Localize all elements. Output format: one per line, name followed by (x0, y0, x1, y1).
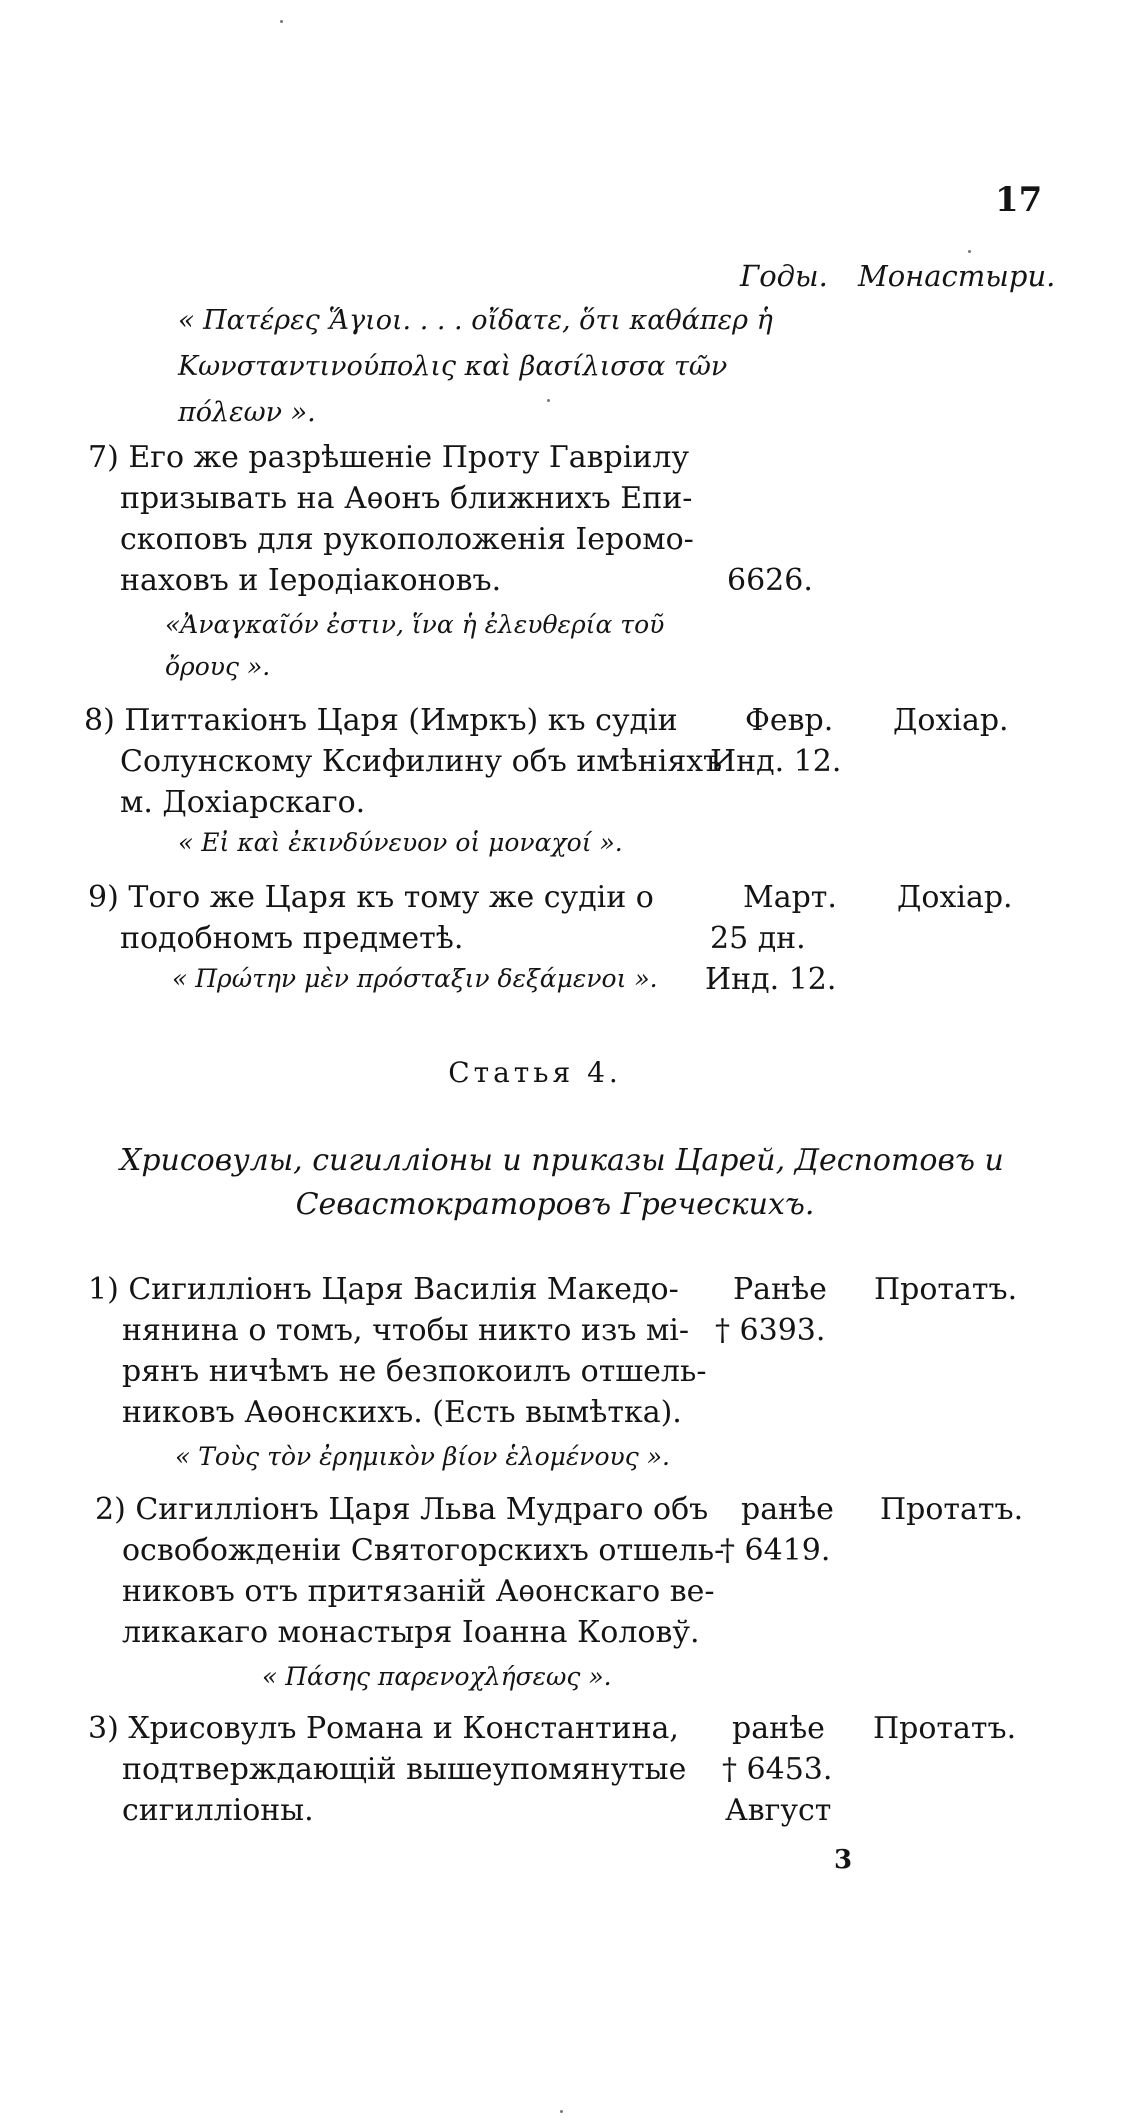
entry-text-line: освобожденіи Святогорскихъ отшель- (122, 1533, 725, 1568)
entry-quote-line: ὄρους ». (165, 652, 271, 681)
entry-year: Февр. (745, 703, 834, 738)
entry-year: † 6393. (715, 1313, 826, 1348)
entry-year: Август (725, 1793, 832, 1828)
entry-year: 6626. (727, 563, 813, 598)
article-title: Статья 4. (448, 1056, 622, 1089)
entry-text-line: рянъ ничѣмъ не безпокоилъ отшель- (122, 1354, 707, 1389)
footer-signature: 3 (834, 1845, 853, 1875)
entry-text-line: Солунскому Ксифилину объ имѣніяхъ (120, 744, 723, 779)
intro-quote-line: Κωνσταντινούπολις καὶ βασίλισσα τῶν (178, 351, 728, 382)
entry-monastery: Протатъ. (874, 1272, 1018, 1307)
entry-text-line: подтверждающій вышеупомянутые (122, 1752, 687, 1787)
entry-year: ранѣе (732, 1711, 825, 1746)
entry-quote-line: « Εἰ καὶ ἐκινδύνευον οἱ μοναχοί ». (178, 828, 623, 857)
ink-speck (560, 2110, 563, 2113)
entry-text-line: никовъ Аѳонскихъ. (Есть вымѣтка). (122, 1395, 682, 1430)
entry-text-line: 3) Хрисовулъ Романа и Константина, (88, 1711, 679, 1746)
entry-text-line: скоповъ для рукоположенія Іеромо- (120, 522, 694, 557)
entry-text-line: 8) Питтакіонъ Царя (Имркъ) къ судіи (84, 703, 678, 738)
entry-year: † 6453. (722, 1752, 833, 1787)
entry-monastery: Дохіар. (897, 880, 1013, 915)
article-subtitle-line: Хрисовулы, сигилліоны и приказы Царей, Деспотовъ и (120, 1143, 1004, 1178)
entry-text-line: подобномъ предметѣ. (120, 921, 464, 956)
entry-text-line: никовъ отъ притязаній Аѳонскаго ве- (122, 1574, 715, 1609)
entry-year: 25 дн. (710, 921, 806, 956)
ink-speck (547, 399, 550, 402)
entry-text-line: м. Дохіарскаго. (120, 785, 366, 820)
entry-year: Март. (743, 880, 837, 915)
entry-text-line: ликакаго монастыря Іоанна Коловў. (122, 1615, 700, 1650)
ink-speck (280, 20, 283, 23)
entry-text-line: призывать на Аѳонъ ближнихъ Епи- (120, 481, 693, 516)
column-header-monasteries: Монастыри. (858, 259, 1056, 293)
entry-text-line: 2) Сигилліонъ Царя Льва Мудраго объ (95, 1492, 709, 1527)
entry-quote-line: « Τοὺς τὸν ἐρημικὸν βίον ἑλομένους ». (175, 1442, 670, 1471)
entry-quote-line: « Πάσης παρενοχλήσεως ». (262, 1662, 612, 1691)
entry-monastery: Протатъ. (873, 1711, 1017, 1746)
entry-monastery: Протатъ. (880, 1492, 1024, 1527)
intro-quote-line: « Πατέρες Ἅγιοι. . . . οἴδατε, ὅτι καθάπερ ἡ (178, 305, 773, 336)
entry-text-line: наховъ и Іеродіаконовъ. (120, 563, 502, 598)
column-header-years: Годы. (740, 259, 828, 293)
entry-text-line: 9) Того же Царя къ тому же судіи о (88, 880, 654, 915)
entry-year: Инд. 12. (705, 962, 837, 997)
entry-text-line: нянина о томъ, чтобы никто изъ мі- (122, 1313, 690, 1348)
entry-quote-line: «Ἀναγκαῖόν ἐστιν, ἵνα ἡ ἐλευθερία τοῦ (165, 610, 665, 639)
entry-year: ранѣе (741, 1492, 834, 1527)
entry-year: † 6419. (720, 1533, 831, 1568)
entry-text-line: сигилліоны. (122, 1793, 314, 1828)
entry-year: Инд. 12. (710, 744, 842, 779)
entry-quote-line: « Πρώτην μὲν πρόσταξιν δεξάμενοι ». (172, 964, 658, 993)
article-subtitle-line: Севастократоровъ Греческихъ. (295, 1187, 815, 1222)
entry-text-line: 1) Сигилліонъ Царя Василія Македо- (88, 1272, 679, 1307)
intro-quote-line: πόλεων ». (178, 397, 316, 428)
ink-speck (968, 250, 971, 253)
entry-monastery: Дохіар. (893, 703, 1009, 738)
entry-year: Ранѣе (733, 1272, 827, 1307)
entry-text-line: 7) Его же разрѣшеніе Проту Гавріилу (88, 440, 690, 475)
page-number: 17 (995, 180, 1043, 220)
